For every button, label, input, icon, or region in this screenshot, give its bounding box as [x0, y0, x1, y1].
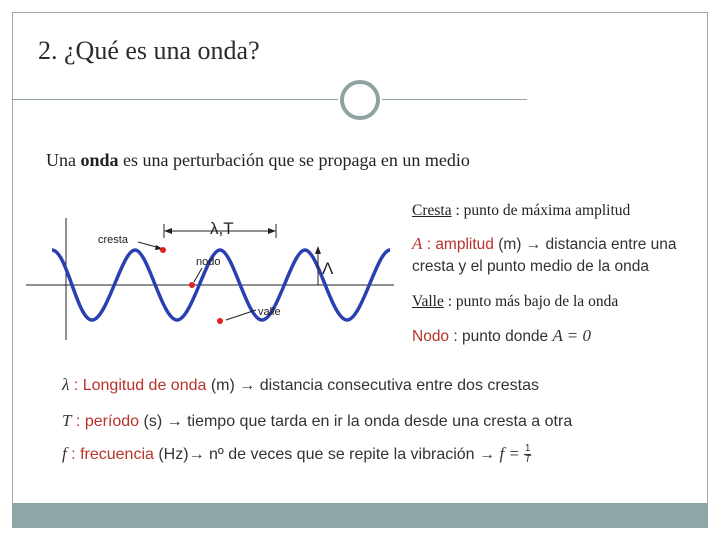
lambda-arrow-right-head	[268, 228, 276, 234]
def-nodo-eq: A = 0	[552, 326, 592, 345]
def-cresta-term: Cresta	[412, 202, 452, 219]
title-divider-left	[12, 99, 338, 100]
intro-suffix: es una perturbación que se propaga en un medio	[118, 150, 470, 170]
wave-diagram	[22, 210, 402, 350]
formula-f-fraction	[524, 444, 532, 465]
def-valle-term: Valle	[412, 293, 444, 310]
intro-bold-word: onda	[80, 150, 119, 170]
formula-T-text: (s) → tiempo que tarda en ir la onda desde una cresta a otra	[139, 413, 573, 430]
crest-dot	[160, 247, 166, 253]
formula-frequency: f : frecuencia (Hz)→ nº de veces que se repite la vibración → f = $\frac{1}{T}$	[62, 443, 531, 466]
def-amp-term: amplitud	[435, 236, 494, 253]
valley-label: valle	[258, 306, 281, 318]
formula-lambda-symbol: λ	[62, 375, 70, 394]
amplitude-arrow-head	[315, 246, 321, 254]
intro-prefix: Una	[46, 150, 81, 170]
formula-f-numerator: 1	[524, 443, 531, 455]
lambda-arrow-left-head	[164, 228, 172, 234]
formula-f-text: (Hz)→ nº de veces que se repite la vibración →	[153, 446, 500, 463]
formula-T-term: período	[84, 413, 140, 430]
node-dot	[189, 282, 195, 288]
footer-bar	[12, 503, 708, 528]
amplitude-label: Λ	[322, 259, 334, 278]
formula-f-eq: f =	[499, 444, 520, 463]
def-amp-text: (m) → distancia entre una cresta y el punto medio de la onda	[412, 236, 677, 275]
def-nodo-term: Nodo	[412, 328, 450, 345]
formula-lambda: λ : Longitud de onda (m) → distancia consecutiva entre dos crestas	[62, 375, 539, 394]
intro-text	[46, 150, 470, 171]
def-amp-symbol: A	[412, 234, 423, 253]
slide-title: 2. ¿Qué es una onda?	[38, 36, 260, 65]
valley-dot	[217, 318, 223, 324]
crest-label: cresta	[98, 234, 128, 246]
def-cresta	[412, 202, 630, 220]
valley-pointer	[226, 310, 256, 320]
def-valle	[412, 293, 618, 311]
formula-f-term: frecuencia	[80, 446, 154, 463]
def-nodo-text: : punto donde	[449, 328, 553, 345]
formula-f-denominator: T	[524, 454, 531, 466]
def-valle-text: : punto más bajo de la onda	[443, 293, 619, 310]
def-nodo	[412, 325, 591, 348]
formula-lambda-term: Longitud de onda	[82, 377, 207, 394]
node-label: nodo	[196, 256, 221, 268]
title-divider-right	[382, 99, 527, 100]
def-amplitud: A : amplitud (m) → distancia entre una cresta y el punto medio de la onda	[412, 234, 677, 275]
formula-period: T : período (s) → tiempo que tarda en ir la onda desde una cresta a otra	[62, 411, 573, 430]
divider-ring-icon	[340, 80, 380, 120]
formula-lambda-text: (m) → distancia consecutiva entre dos crestas	[206, 377, 539, 394]
formula-T-symbol: T	[62, 411, 72, 430]
formula-f-symbol: f	[62, 444, 67, 463]
lambda-T-label: λ,T	[210, 219, 234, 238]
def-cresta-text: : punto de máxima amplitud	[451, 202, 631, 219]
